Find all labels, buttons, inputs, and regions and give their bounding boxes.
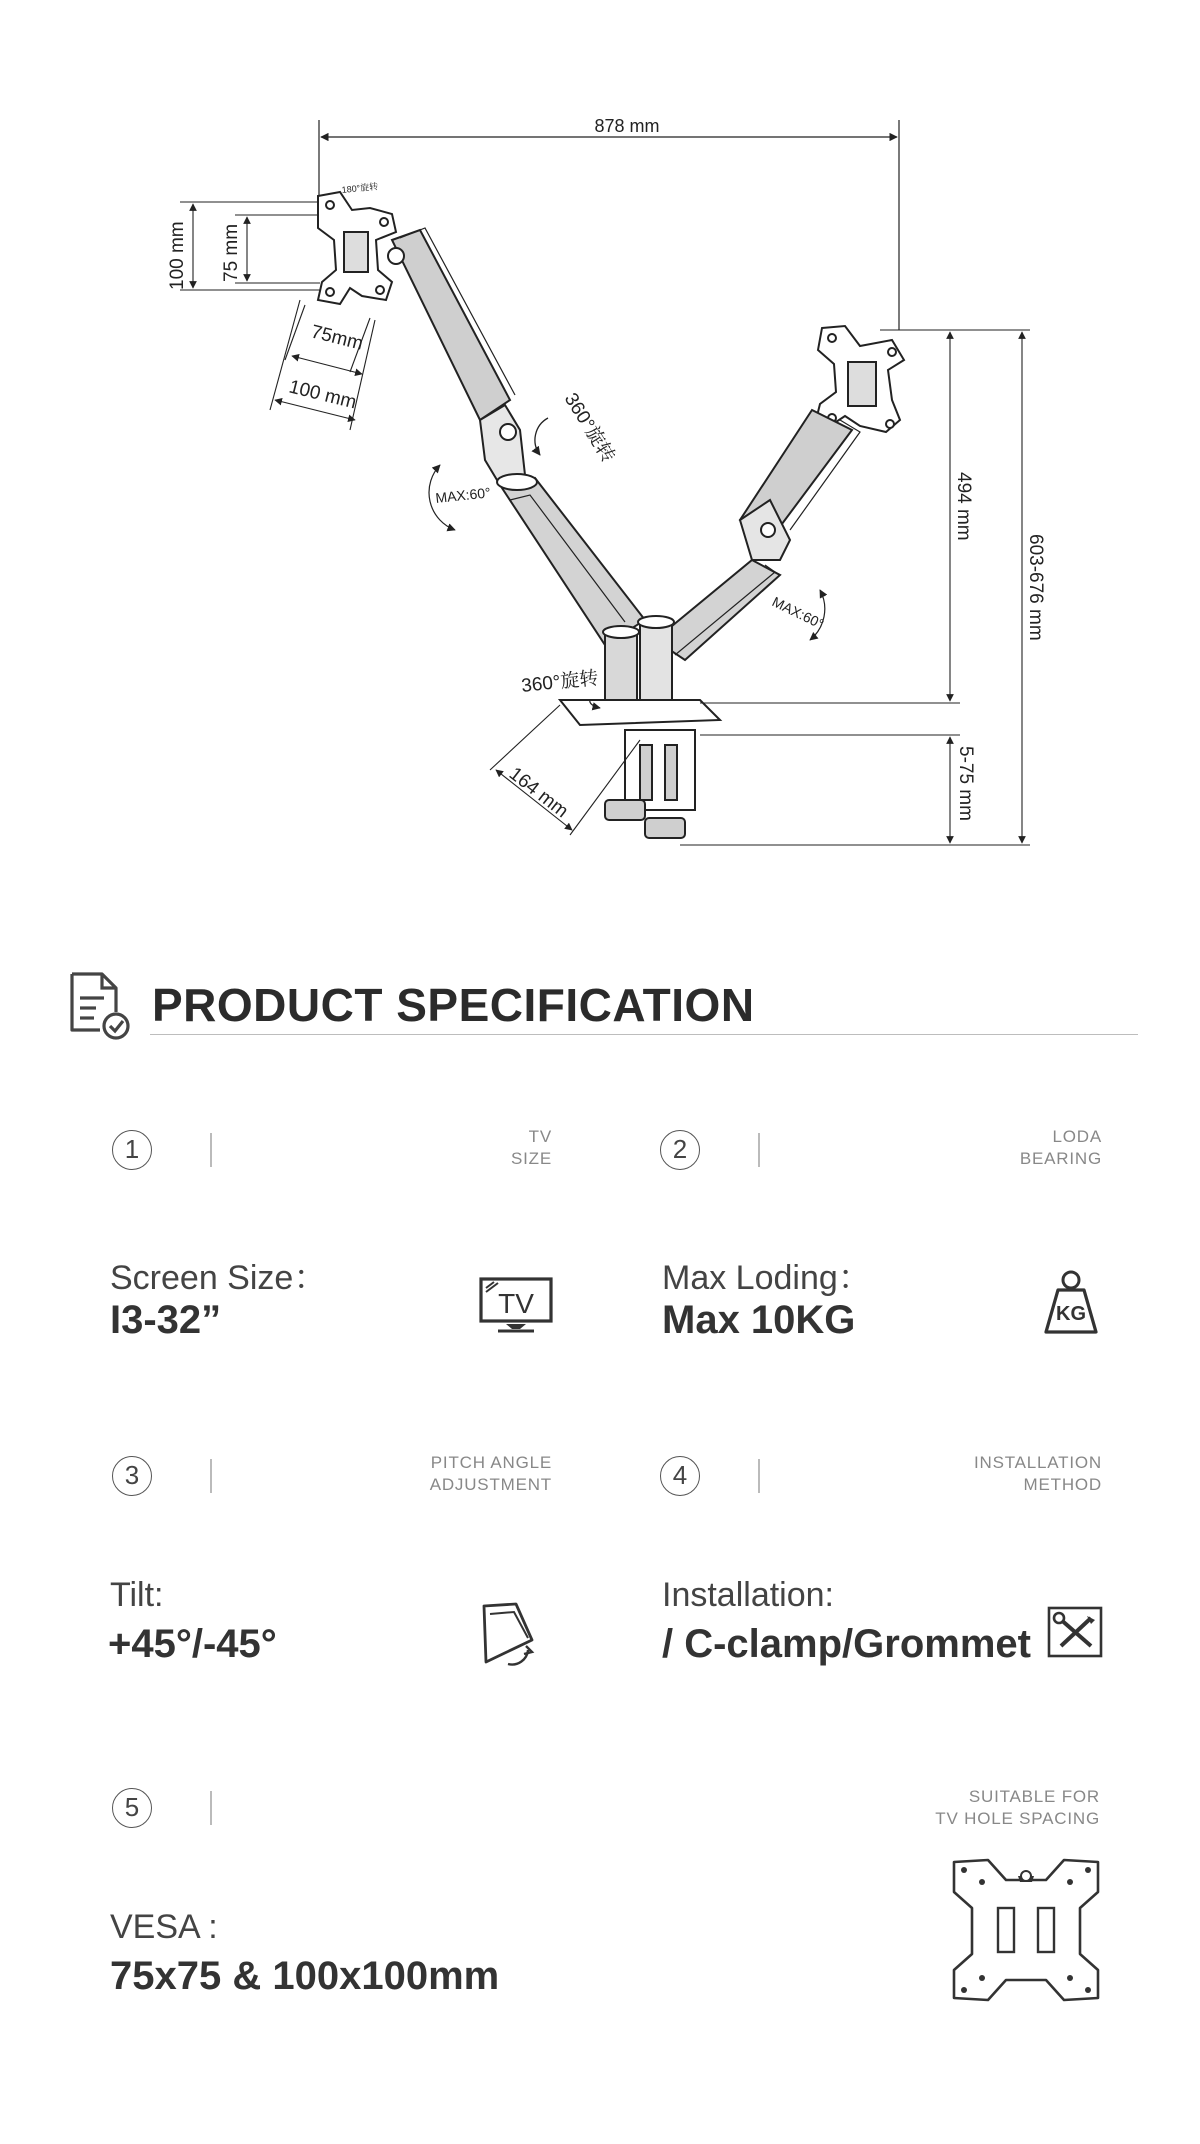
right-vesa-plate: [816, 326, 904, 432]
item-separator: [210, 1459, 212, 1493]
weight-icon: [1040, 1268, 1102, 1338]
item-number-2: 2: [660, 1130, 700, 1170]
dim-left-height-inner: 75 mm: [221, 223, 242, 282]
dim-width-total: 878 mm: [594, 116, 660, 136]
tilt-icon: [480, 1600, 552, 1672]
left-lower-arm: [497, 474, 645, 645]
item-tag-1: TV SIZE: [511, 1127, 552, 1168]
left-upper-arm: [388, 228, 525, 485]
dim-left-width-inner: 75mm: [308, 321, 366, 355]
item-tag-4: INSTALLATION METHOD: [974, 1453, 1102, 1494]
item-number-1: 1: [112, 1130, 152, 1170]
item-value-1: I3-32”: [110, 1298, 222, 1342]
item-label-2: Max Loding：: [662, 1259, 872, 1297]
item-label-3: Tilt:: [110, 1576, 164, 1614]
item-number-5: 5: [112, 1788, 152, 1828]
tools-icon: [1047, 1606, 1103, 1658]
dim-right-height: 494 mm: [953, 472, 974, 541]
spec-title: PRODUCT SPECIFICATION: [152, 979, 755, 1031]
item-value-3: +45°/-45°: [108, 1622, 277, 1666]
dim-left-width-outer: 100 mm: [286, 376, 359, 414]
tv-icon: [478, 1276, 554, 1334]
right-upper-arm: [740, 410, 860, 560]
tilt-left: MAX:60°: [434, 484, 492, 506]
spec-divider: [150, 1034, 1138, 1035]
right-lower-arm: [655, 560, 780, 660]
weight-icon-text: KG: [1056, 1303, 1086, 1325]
monitor-arm-diagram: [0, 0, 1200, 880]
dim-clamp: 5-75 mm: [955, 746, 976, 821]
rotate-base: 360°旋转: [520, 668, 600, 697]
rotate-top: 360°旋转: [559, 389, 619, 467]
item-separator: [210, 1791, 212, 1825]
tv-icon-text: TV: [498, 1288, 534, 1319]
item-label-1: Screen Size：: [110, 1259, 328, 1297]
tilt-right: MAX:60°: [769, 593, 827, 632]
item-tag-2: LODA BEARING: [1019, 1127, 1102, 1168]
item-separator: [758, 1459, 760, 1493]
item-label-5: VESA :: [110, 1908, 218, 1946]
item-number-4: 4: [660, 1456, 700, 1496]
item-label-4: Installation:: [662, 1576, 834, 1614]
dim-total-height: 603-676 mm: [1025, 534, 1046, 641]
width-dimension: [319, 120, 899, 330]
item-separator: [758, 1133, 760, 1167]
item-tag-3: PITCH ANGLE ADJUSTMENT: [429, 1453, 552, 1494]
item-tag-5: SUITABLE FOR TV HOLE SPACING: [935, 1787, 1100, 1828]
dim-base-depth: 164 mm: [504, 763, 572, 823]
item-number-3: 3: [112, 1456, 152, 1496]
item-separator: [210, 1133, 212, 1167]
rotate-small: 180°旋转: [341, 181, 379, 195]
item-value-4: / C-clamp/Grommet: [662, 1622, 1031, 1666]
left-vesa-plate: [318, 192, 396, 304]
dim-left-height-outer: 100 mm: [167, 221, 188, 290]
item-value-5: 75x75 & 100x100mm: [110, 1954, 500, 1998]
document-check-icon: [66, 970, 136, 1040]
vesa-plate-icon: [950, 1856, 1102, 2004]
item-value-2: Max 10KG: [662, 1298, 856, 1342]
